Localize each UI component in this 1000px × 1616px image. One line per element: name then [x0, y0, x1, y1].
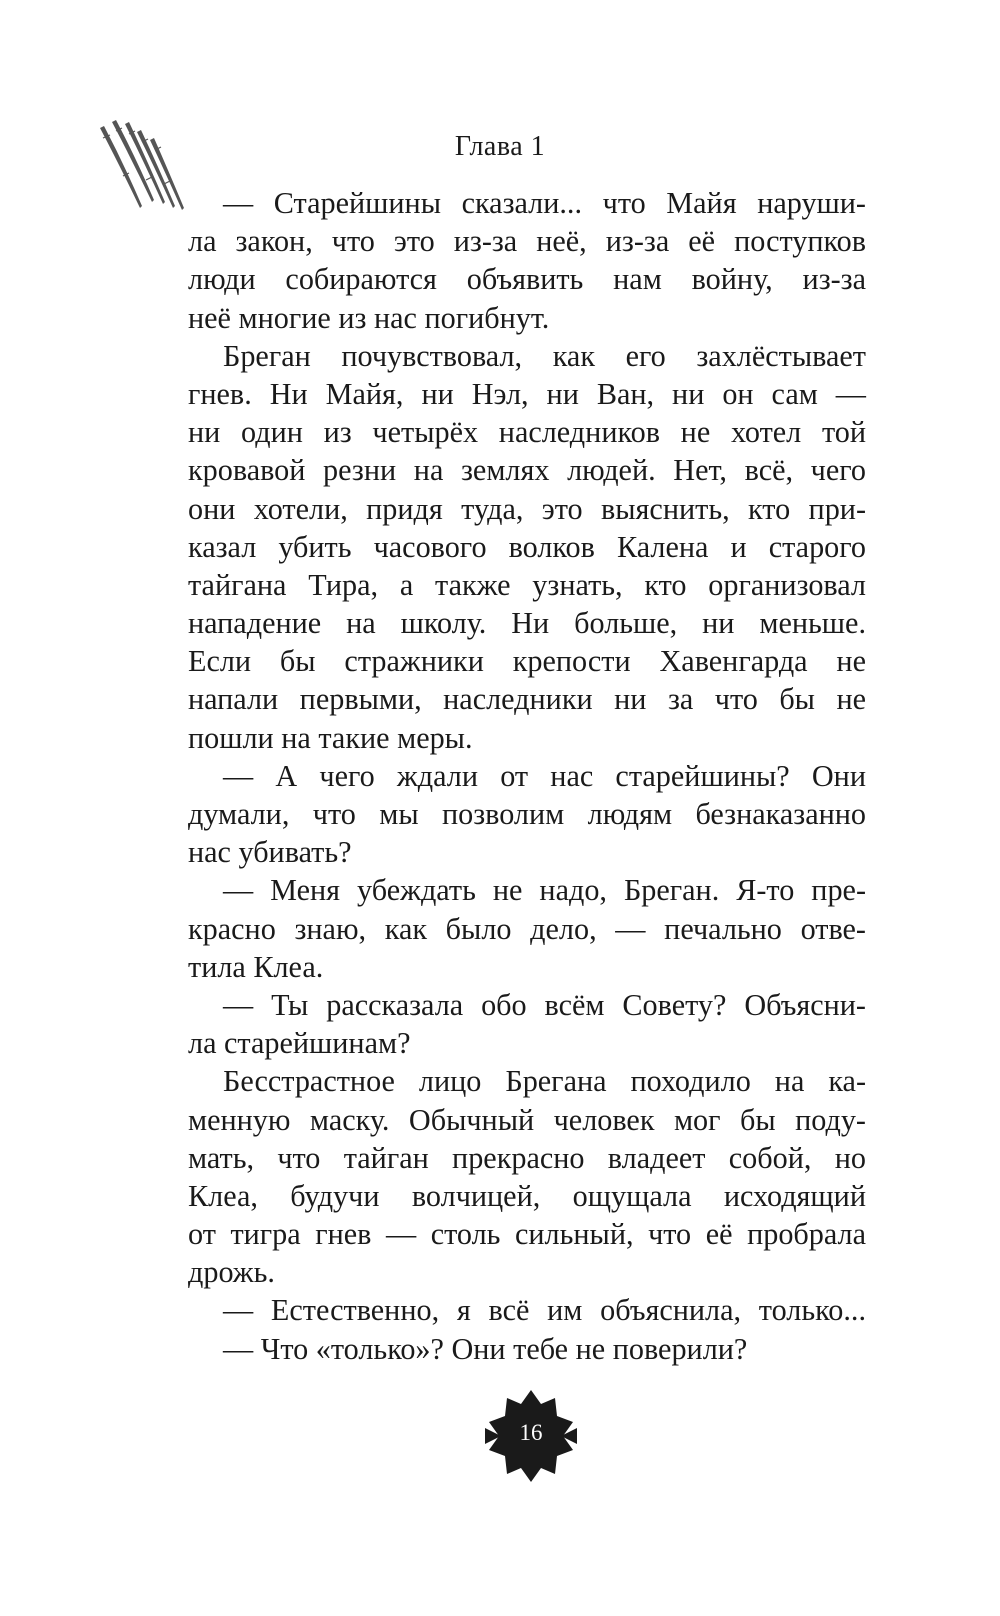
text-line: они хотели, придя туда, это выяснить, кто при-	[188, 491, 866, 526]
text-line: — А чего ждали от нас старейшины? Они	[223, 758, 866, 793]
text-line: — Естественно, я всё им объяснила, только...	[223, 1293, 866, 1328]
text-line: Если бы стражники крепости Хавенгарда не	[188, 644, 866, 679]
text-line: нападение на школу. Ни больше, ни меньше.	[188, 606, 866, 641]
text-line: менную маску. Обычный человек мог бы поду-	[188, 1102, 866, 1137]
text-line: Бреган почувствовал, как его захлёстывает	[223, 338, 866, 373]
text-line: — Ты рассказала обо всём Совету? Объясни-	[223, 987, 866, 1022]
text-line: — Меня убеждать не надо, Бреган. Я-то пре-	[223, 873, 866, 908]
text-line: — Старейшины сказали... что Майя наруши-	[223, 186, 866, 220]
page-number: 16	[519, 1420, 543, 1445]
text-line: тила Клеа.	[188, 949, 324, 984]
text-line: напали первыми, наследники ни за что бы не	[188, 682, 866, 717]
text-line: неё многие из нас погибнут.	[188, 300, 550, 335]
body-text	[188, 184, 866, 1368]
text-line: нас убивать?	[188, 835, 352, 870]
text-line: думали, что мы позволим людям безнаказанно	[188, 797, 866, 831]
text-line: от тигра гнев — столь сильный, что её пробрала	[188, 1217, 866, 1252]
text-line: ни один из четырёх наследников не хотел той	[188, 415, 866, 450]
text-line: казал убить часового волков Калена и старого	[188, 529, 866, 564]
text-line: — Что «только»? Они тебе не поверили?	[223, 1331, 748, 1366]
text-line: красно знаю, как было дело, — печально отве-	[188, 911, 866, 946]
text-line: Бесстрастное лицо Брегана походило на ка-	[223, 1064, 866, 1099]
text-line: дрожь.	[188, 1255, 275, 1290]
text-line: мать, что тайган прекрасно владеет собой, но	[188, 1140, 866, 1175]
chapter-title: Глава 1	[454, 131, 546, 162]
text-line: ла закон, что это из-за неё, из-за её поступков	[188, 224, 866, 259]
text-line: Клеа, будучи волчицей, ощущала исходящий	[188, 1178, 866, 1213]
text-line: ла старейшинам?	[188, 1026, 411, 1061]
text-line: кровавой резни на землях людей. Нет, всё, чего	[188, 453, 866, 488]
text-line: тайгана Тира, а также узнать, кто организовал	[188, 567, 866, 602]
text-line: пошли на такие меры.	[188, 720, 473, 755]
text-line: люди собираются объявить нам войну, из-за	[188, 262, 866, 297]
text-line: гнев. Ни Майя, ни Нэл, ни Ван, ни он сам —	[188, 376, 866, 411]
